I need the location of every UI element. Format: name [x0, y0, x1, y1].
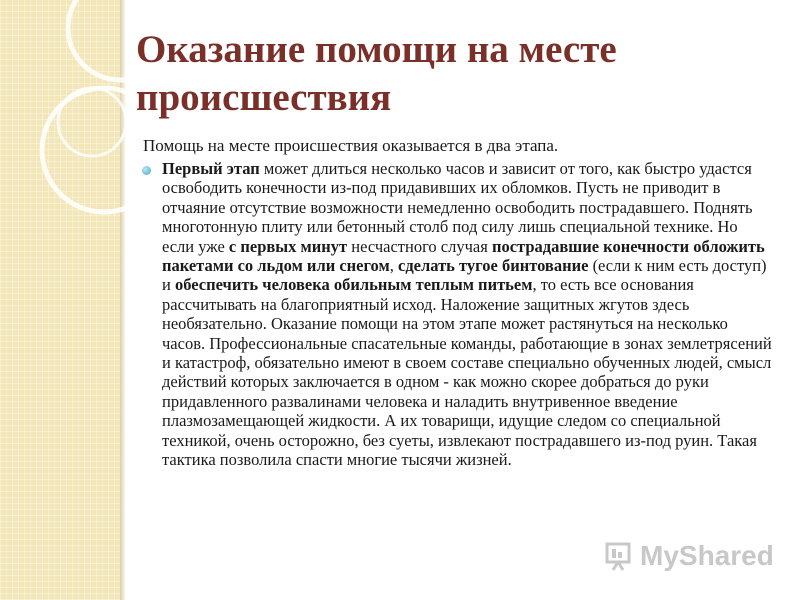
watermark-logo: [604, 538, 774, 574]
watermark-text: MyShared: [640, 540, 774, 571]
bold-phrase: сделать тугое бинтование: [398, 256, 589, 276]
text-run: несчастного случая: [347, 236, 492, 256]
text-run: (если к ним есть доступ) и: [162, 256, 767, 295]
slide-title: Оказание помощи на месте происшествия: [136, 28, 617, 119]
bold-phrase: с первых минут: [228, 236, 348, 256]
intro-text: Помощь на месте происшествия оказывается в два этапа.: [143, 136, 559, 155]
bold-phrase: Первый этап: [162, 159, 260, 178]
bullet-paragraph: [162, 159, 772, 470]
bold-phrase: пострадавшие конечности обложить пакетами со льдом или снегом: [162, 236, 765, 276]
text-run: ,: [389, 256, 398, 276]
presentation-board-icon: [604, 541, 634, 571]
bold-phrase: обеспечить человека обильным теплым питьем: [174, 275, 533, 295]
text-run: , то есть все основания рассчитывать на благоприятный исход. Наложение защитных жгутов здесь необязательно. Оказание помощи на этом этапе может растянуться на несколько часов. Профессиональные спасательные команды, работающие в зонах землетрясений и катастроф, обязательно имеют в своем составе специально обученных людей, смысл действий которых заключается в одном - как можно скорее добраться до руки придавленного развалинами человека и наладить внутривенное введение плазмозамещающей жидкости. А их товарищи, идущие следом со специальной техникой, очень осторожно, без суеты, извлекают пострадавшего из-под руин. Такая тактика позволила спасти многие тысячи жизней.: [162, 275, 772, 470]
bullet-icon: [142, 166, 151, 175]
deco-circle-small: [58, 88, 126, 156]
text-run: может длиться несколько часов и зависит от того, как быстро удастся освободить конечности из-под придавивших их обломков. Пусть не приводит в отчаяние отсутствие возможности немедленно освободить пострадавшего. Поднять многотонную плиту или бетонный столб под силу лишь специальной технике. Но если уже: [162, 159, 753, 256]
